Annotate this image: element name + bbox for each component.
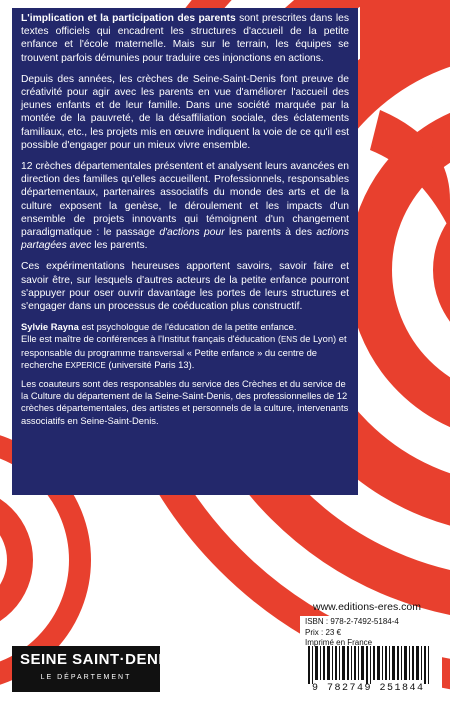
book-info <box>305 617 399 649</box>
logo-sub-text: LE DÉPARTEMENT <box>40 674 132 681</box>
logo-main-text: SEINE SAINT·DENIS <box>20 651 174 668</box>
intro-rest: sont prescrites dans les textes officiels qui encadrent les structures d'accueil de la petite enfance et l'école maternelle. Mais sur le terrain, les équipes se trouvent parfois démunies pour traduire ces injonctions en actions. <box>21 13 349 64</box>
intro-paragraph <box>21 12 349 65</box>
coauthors-text: Les coauteurs sont des responsables du service des Crèches et du service de la Culture du département de la Seine-Saint-Denis, des professionnelles de 12 crèches départementales, des artistes et personnels de la culture, intervenants associatifs en Seine-Saint-Denis. <box>21 378 349 426</box>
context-paragraph: Depuis des années, les crèches de Seine-Saint-Denis font preuve de créativité pour agir avec les parents en vue d'améliorer l'accueil des jeunes enfants et de leur famille. Dans une société marquée par la montée de la pauvreté, de la désaffiliation sociale, des éclatements familiaux, etc., les projets mis en œuvre indiquent la voie de ce qu'il est possible d'engager pour un mieux vivre ensemble. <box>21 73 349 151</box>
price: Prix : 23 € <box>305 627 342 637</box>
projects-paragraph <box>21 160 349 252</box>
author-bio-text <box>21 321 349 372</box>
publisher-website[interactable]: www.editions-eres.com <box>313 601 421 613</box>
author-experice: EXPERICE <box>65 360 106 370</box>
author-name: Sylvie Rayna <box>21 321 79 333</box>
author-ens: ENS <box>280 335 298 345</box>
author-role: est psychologue de l'éducation de la petite enfance. <box>78 321 297 333</box>
intro-lead: L'implication et la participation des parents <box>21 13 236 24</box>
author-bio <box>21 321 349 427</box>
projects-text-c: les parents. <box>91 240 148 252</box>
projects-text-b: les parents à des <box>224 227 317 239</box>
author-position-a: Elle est maître de conférences à l'Institut français d'éducation ( <box>21 333 281 345</box>
barcode-number: 9 782749 251844 <box>312 683 425 694</box>
author-position-b: de Lyon) et responsable du programme transversal « Petite enfance » du centre de recherche <box>21 333 347 370</box>
isbn: ISBN : 978-2-7492-5184-4 <box>305 617 399 626</box>
projects-text-a: 12 crèches départementales présentent et analysent leurs avancées en direction des familles qu'elles accueillent. Professionnels, responsables départementaux, partenaires associatifs du monde des arts et de la culture exposent la genèse, le déroulement et les impacts d'un ensemble de projets innovants qui témoignent d'un changement paradigmatique : le passage <box>21 161 349 239</box>
projects-italic-2: actions partagées avec <box>21 227 349 252</box>
projects-italic-1: d'actions pour <box>159 227 225 239</box>
author-position-c: (université Paris 13). <box>105 358 195 370</box>
conclusion-paragraph: Ces expérimentations heureuses apportent savoirs, savoir faire et savoir être, sur lesquels d'autres acteurs de la petite enfance pourront s'appuyer pour oser ouvrir davantage les portes de leurs structures et s'engager dans un processus de coéducation plus constructif. <box>21 261 349 313</box>
printed-in: Imprimé en France <box>305 638 373 647</box>
back-cover-text-panel <box>12 8 358 495</box>
seine-saint-denis-logo <box>12 646 174 692</box>
